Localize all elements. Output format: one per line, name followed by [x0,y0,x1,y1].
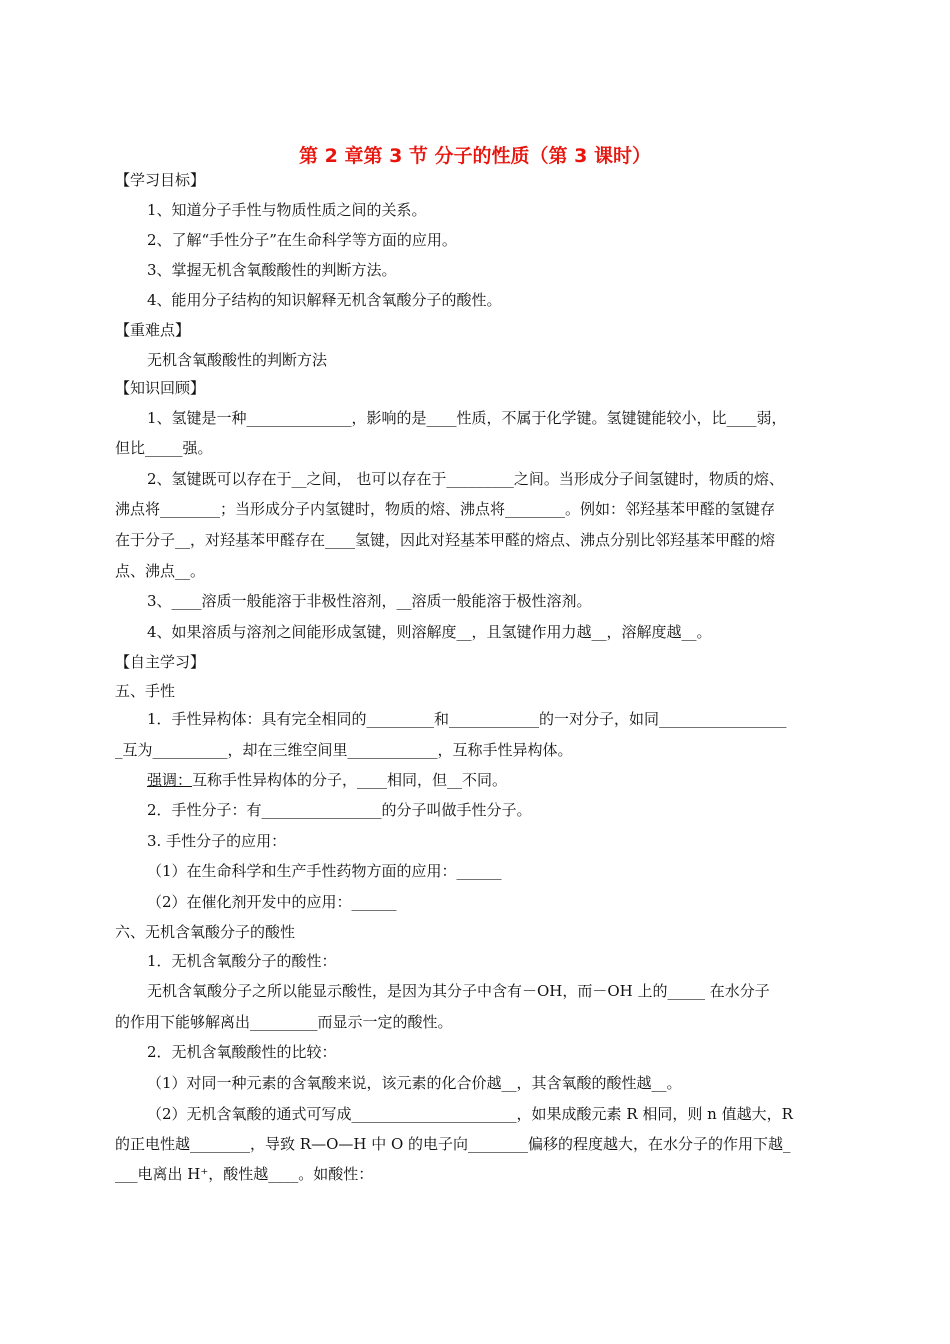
objective-item: 3、掌握无机含氧酸酸性的判断方法。 [147,261,397,279]
acidity-p1: 1．无机含氧酸分子的酸性： [147,952,337,970]
page-title: 第 2 章第 3 节 分子的性质（第 3 课时） [299,145,651,167]
acidity-heading: 六、无机含氧酸分子的酸性 [115,923,296,941]
acidity-p2-item1: （1）对同一种元素的含氧酸来说，该元素的化合价越__，其含氧酸的酸性越__。 [147,1074,682,1092]
section-key-points: 【重难点】 [115,321,191,339]
acidity-p2-item2-line1: （2）无机含氧酸的通式可写成______________________，如果成酸元素 R 相同，则 n 值越大，R [147,1105,793,1123]
chirality-p3-item2: （2）在催化剂开发中的应用：______ [147,893,397,911]
review-q1-line1: 1、氢键是一种______________，影响的是____性质，不属于化学键。氢键键能较小，比____弱， [147,409,787,427]
acidity-p2: 2．无机含氧酸酸性的比较： [147,1043,337,1061]
chirality-p3: 3. 手性分子的应用： [147,832,287,850]
review-q2-line3: 在于分子__，对羟基苯甲醛存在____氢键，因此对羟基苯甲醛的熔点、沸点分别比邻羟基苯甲醛的熔 [115,531,776,549]
acidity-p2-item2-line2: 的正电性越________，导致 R—O—H 中 O 的电子向________偏移的程度越大，在水分子的作用下越_ [115,1135,791,1153]
objective-item: 2、了解“手性分子”在生命科学等方面的应用。 [147,231,457,249]
review-q1-line2: 但比_____强。 [115,439,213,457]
objective-item: 4、能用分子结构的知识解释无机含氧酸分子的酸性。 [147,291,502,309]
section-review: 【知识回顾】 [115,379,206,397]
chirality-p3-item1: （1）在生命科学和生产手性药物方面的应用：______ [147,862,502,880]
review-q2-line1: 2、氢键既可以存在于__之间， 也可以存在于_________之间。当形成分子间氢键时，物质的熔、 [147,470,784,488]
emphasis-label: 强调： [147,771,193,789]
review-q4: 4、如果溶质与溶剂之间能形成氢键，则溶解度__，且氢键作用力越__，溶解度越__。 [147,623,712,641]
chirality-p1-line1: 1．手性异构体：具有完全相同的_________和____________的一对分子，如同_________________ [147,710,787,728]
section-objectives: 【学习目标】 [115,171,206,189]
review-q2-line4: 点、沸点__。 [115,562,206,580]
review-q3: 3、____溶质一般能溶于非极性溶剂，__溶质一般能溶于极性溶剂。 [147,592,592,610]
acidity-p1-text-line2: 的作用下能够解离出_________而显示一定的酸性。 [115,1013,453,1031]
emphasis-text: 互称手性异构体的分子，____相同，但__不同。 [192,771,508,789]
chirality-emphasis [147,769,507,791]
review-q2-line2: 沸点将________；当形成分子内氢键时，物质的熔、沸点将________。例如：邻羟基苯甲醛的氢键存 [115,500,776,518]
acidity-p1-text-line1: 无机含氧酸分子之所以能显示酸性，是因为其分子中含有－OH，而－OH 上的_____ 在水分子 [147,982,770,1000]
acidity-p2-item2-line3: ___电离出 H⁺，酸性越____。如酸性： [115,1165,374,1183]
key-point-text: 无机含氧酸酸性的判断方法 [147,351,328,369]
objective-item: 1、知道分子手性与物质性质之间的关系。 [147,201,427,219]
chirality-p1-line2: _互为__________，却在三维空间里____________，互称手性异构体。 [115,741,573,759]
section-self-study: 【自主学习】 [115,653,206,671]
chirality-heading: 五、手性 [115,682,176,700]
chirality-p2: 2．手性分子：有________________的分子叫做手性分子。 [147,801,532,819]
